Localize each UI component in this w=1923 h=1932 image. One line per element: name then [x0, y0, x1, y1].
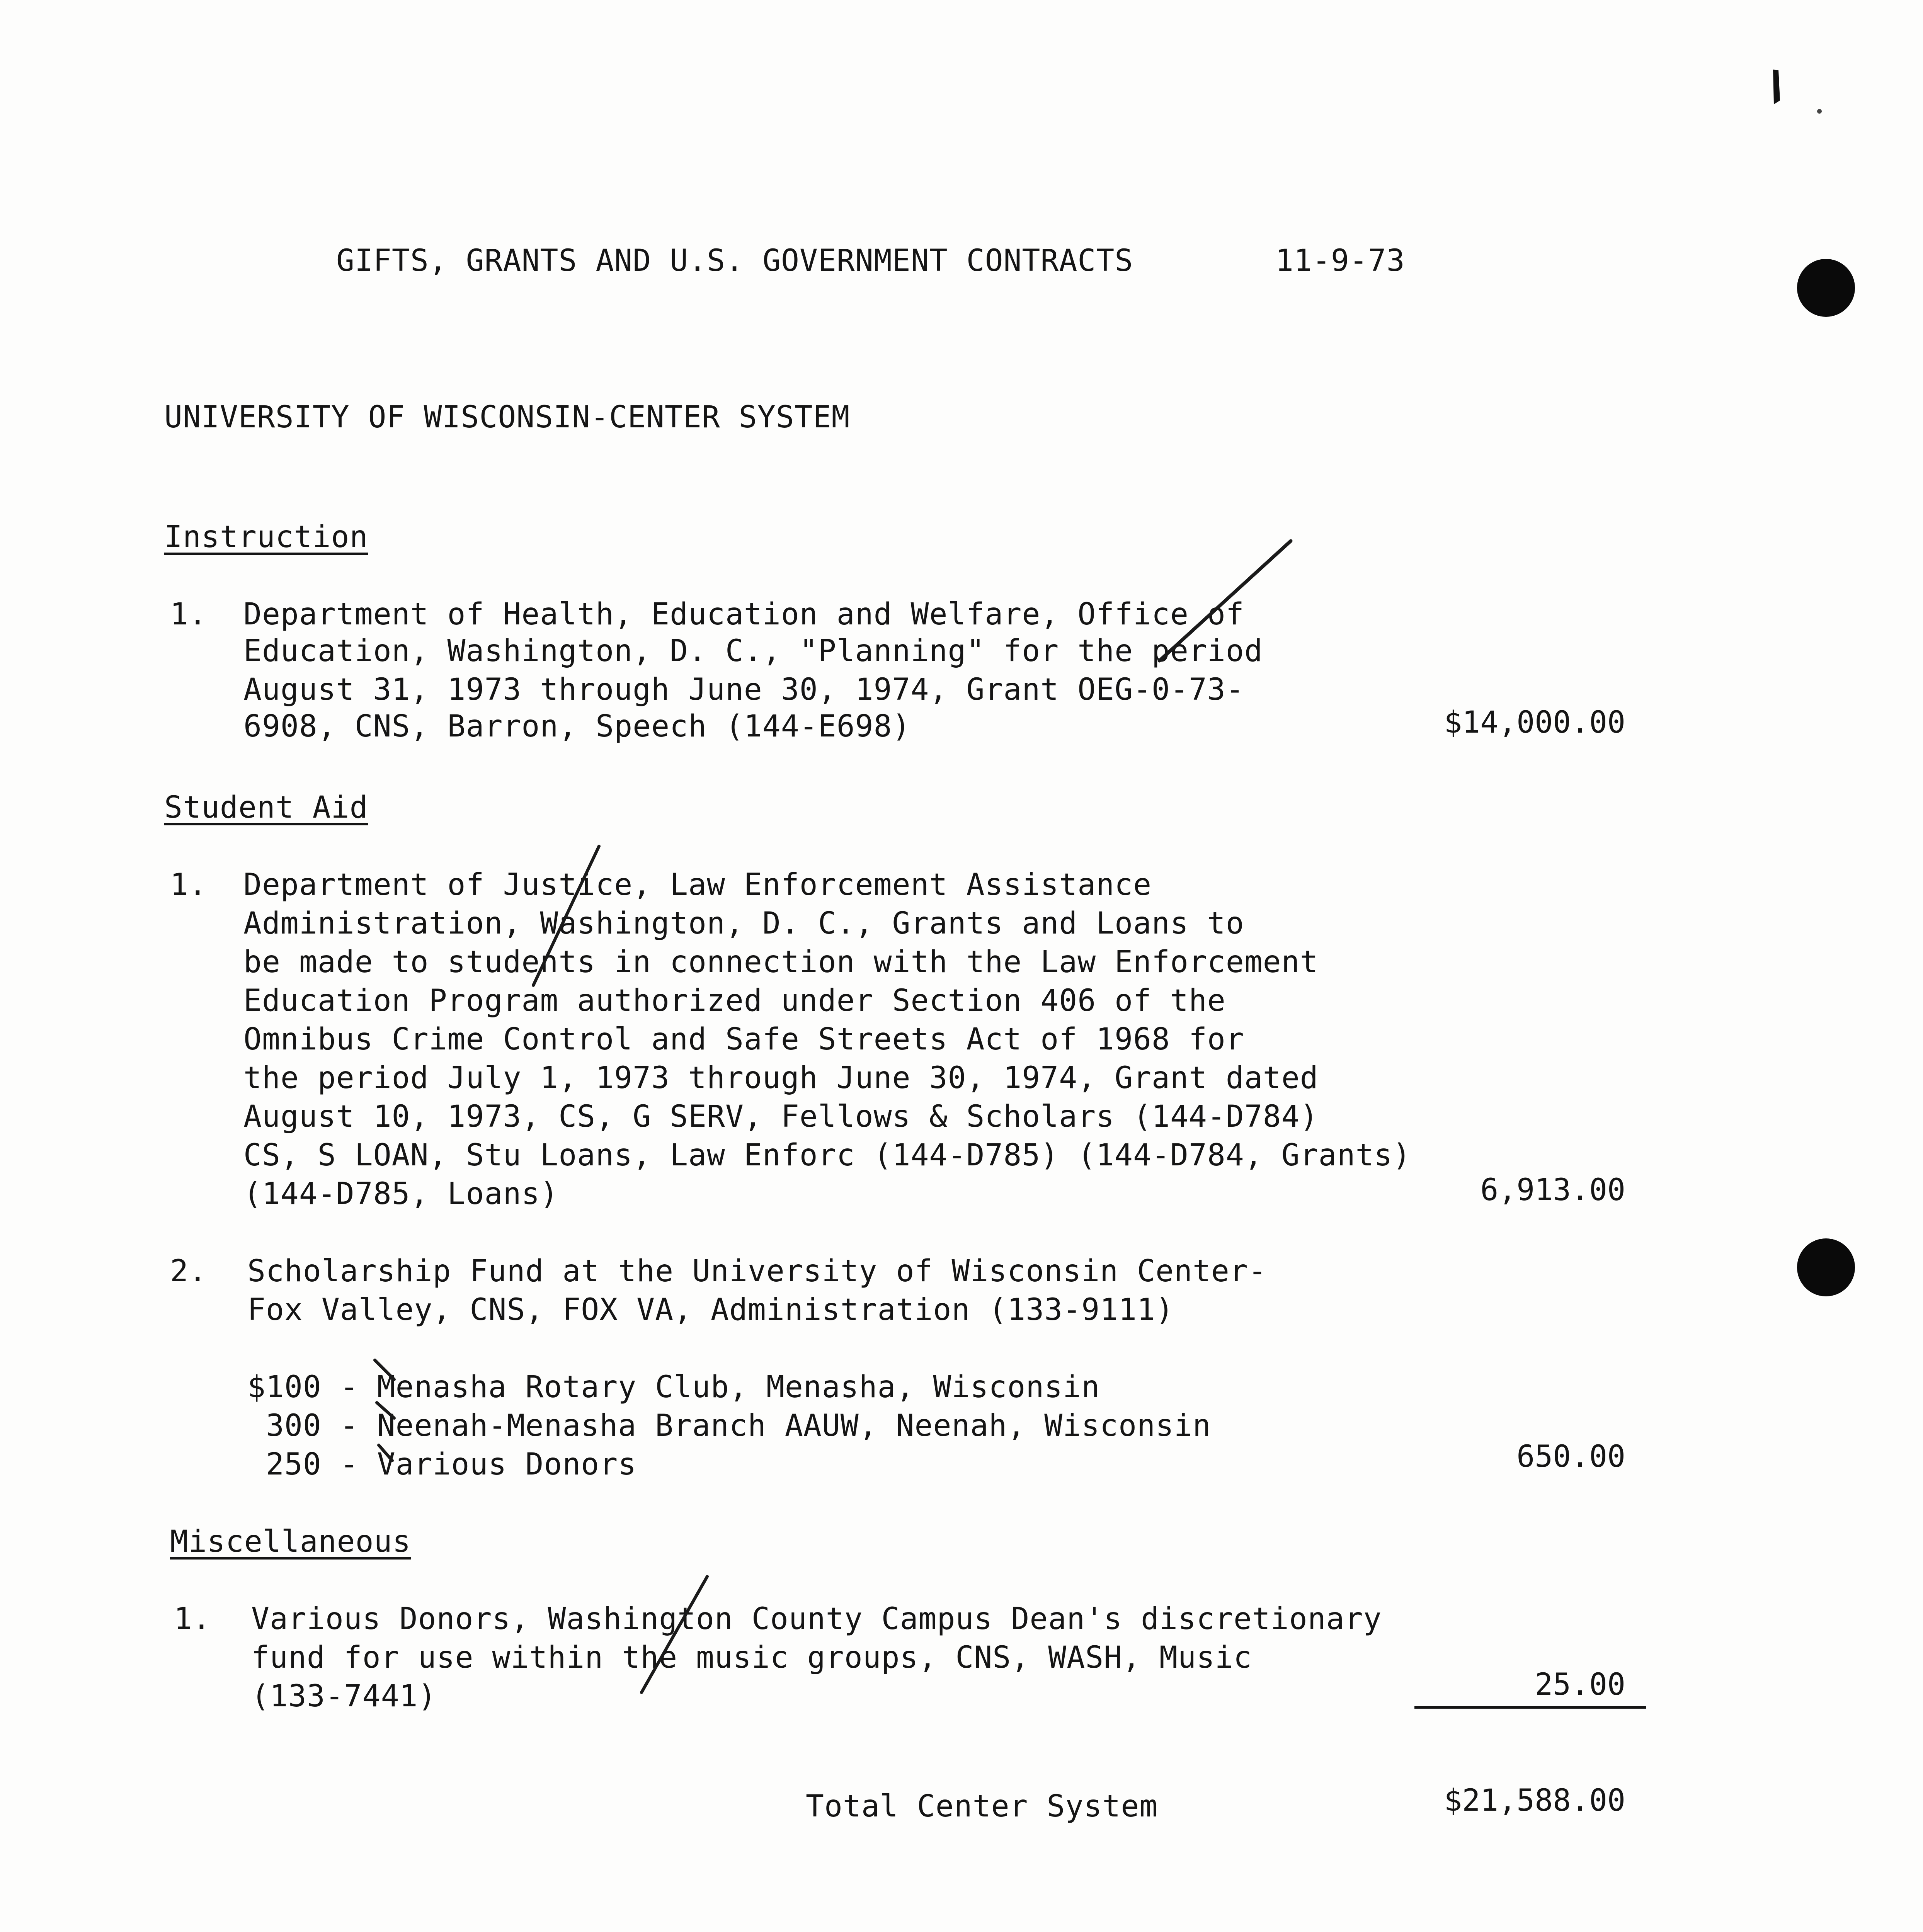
item-line: Department of Health, Education and Welfare, Office of: [243, 597, 1244, 632]
document-date: 11-9-73: [1275, 243, 1405, 278]
check-mark-icon: [518, 838, 649, 993]
punch-hole-middle: [1797, 1238, 1855, 1296]
section-heading-miscellaneous: Miscellaneous: [170, 1524, 411, 1559]
donor-line: 300 - Neenah-Menasha Branch AAUW, Neenah, Wisconsin: [247, 1408, 1211, 1443]
item-line: 6908, CNS, Barron, Speech (144-E698): [243, 709, 911, 744]
subtotal-rule: [1414, 1706, 1646, 1709]
item-line: fund for use within the music groups, CNS, WASH, Music: [251, 1640, 1252, 1675]
item-line: Education, Washington, D. C., "Planning" for the period: [243, 634, 1263, 668]
item-line: (144-D785, Loans): [243, 1177, 559, 1211]
item-amount: 25.00: [1535, 1667, 1625, 1702]
item-number: 1.: [174, 1602, 211, 1636]
punch-hole-top: [1797, 259, 1855, 317]
total-label: Total Center System: [806, 1789, 1158, 1824]
item-line: August 31, 1973 through June 30, 1974, Grant OEG-0-73-: [243, 672, 1244, 707]
check-mark-icon: [371, 1352, 417, 1476]
item-line: Omnibus Crime Control and Safe Streets Act of 1968 for: [243, 1022, 1244, 1057]
item-number: 1.: [170, 597, 207, 632]
item-line: CS, S LOAN, Stu Loans, Law Enforc (144-D785) (144-D784, Grants): [243, 1138, 1411, 1173]
item-line: Administration, Washington, D. C., Grants and Loans to: [243, 906, 1244, 941]
institution-name: UNIVERSITY OF WISCONSIN-CENTER SYSTEM: [164, 400, 850, 435]
donor-line: $100 - Menasha Rotary Club, Menasha, Wisconsin: [247, 1370, 1100, 1405]
item-line: be made to students in connection with the Law Enforcement: [243, 945, 1319, 980]
document-title: GIFTS, GRANTS AND U.S. GOVERNMENT CONTRACTS: [336, 243, 1133, 278]
item-line: Department of Justice, Law Enforcement Assistance: [243, 867, 1152, 902]
item-line: Fox Valley, CNS, FOX VA, Administration (133-9111): [247, 1293, 1174, 1327]
item-line: Scholarship Fund at the University of Wisconsin Center-: [247, 1254, 1267, 1289]
item-line: August 10, 1973, CS, G SERV, Fellows & Scholars (144-D784): [243, 1099, 1319, 1134]
total-amount: $21,588.00: [1444, 1783, 1625, 1818]
item-amount: 6,913.00: [1480, 1173, 1625, 1208]
check-mark-icon: [626, 1569, 719, 1696]
check-mark-icon: [1152, 533, 1298, 672]
item-line: (133-7441): [251, 1679, 437, 1714]
ink-speck: [1762, 66, 1824, 128]
section-heading-student-aid: Student Aid: [164, 790, 368, 825]
item-amount: $14,000.00: [1444, 705, 1625, 740]
item-line: the period July 1, 1973 through June 30, 1974, Grant dated: [243, 1061, 1319, 1095]
item-number: 2.: [170, 1254, 207, 1289]
donor-line: 250 - Various Donors: [247, 1447, 637, 1482]
item-amount: 650.00: [1516, 1439, 1625, 1474]
item-line: Education Program authorized under Section 406 of the: [243, 983, 1226, 1018]
item-line: Various Donors, Washington County Campus Dean's discretionary: [251, 1602, 1382, 1636]
item-number: 1.: [170, 867, 207, 902]
section-heading-instruction: Instruction: [164, 520, 368, 554]
